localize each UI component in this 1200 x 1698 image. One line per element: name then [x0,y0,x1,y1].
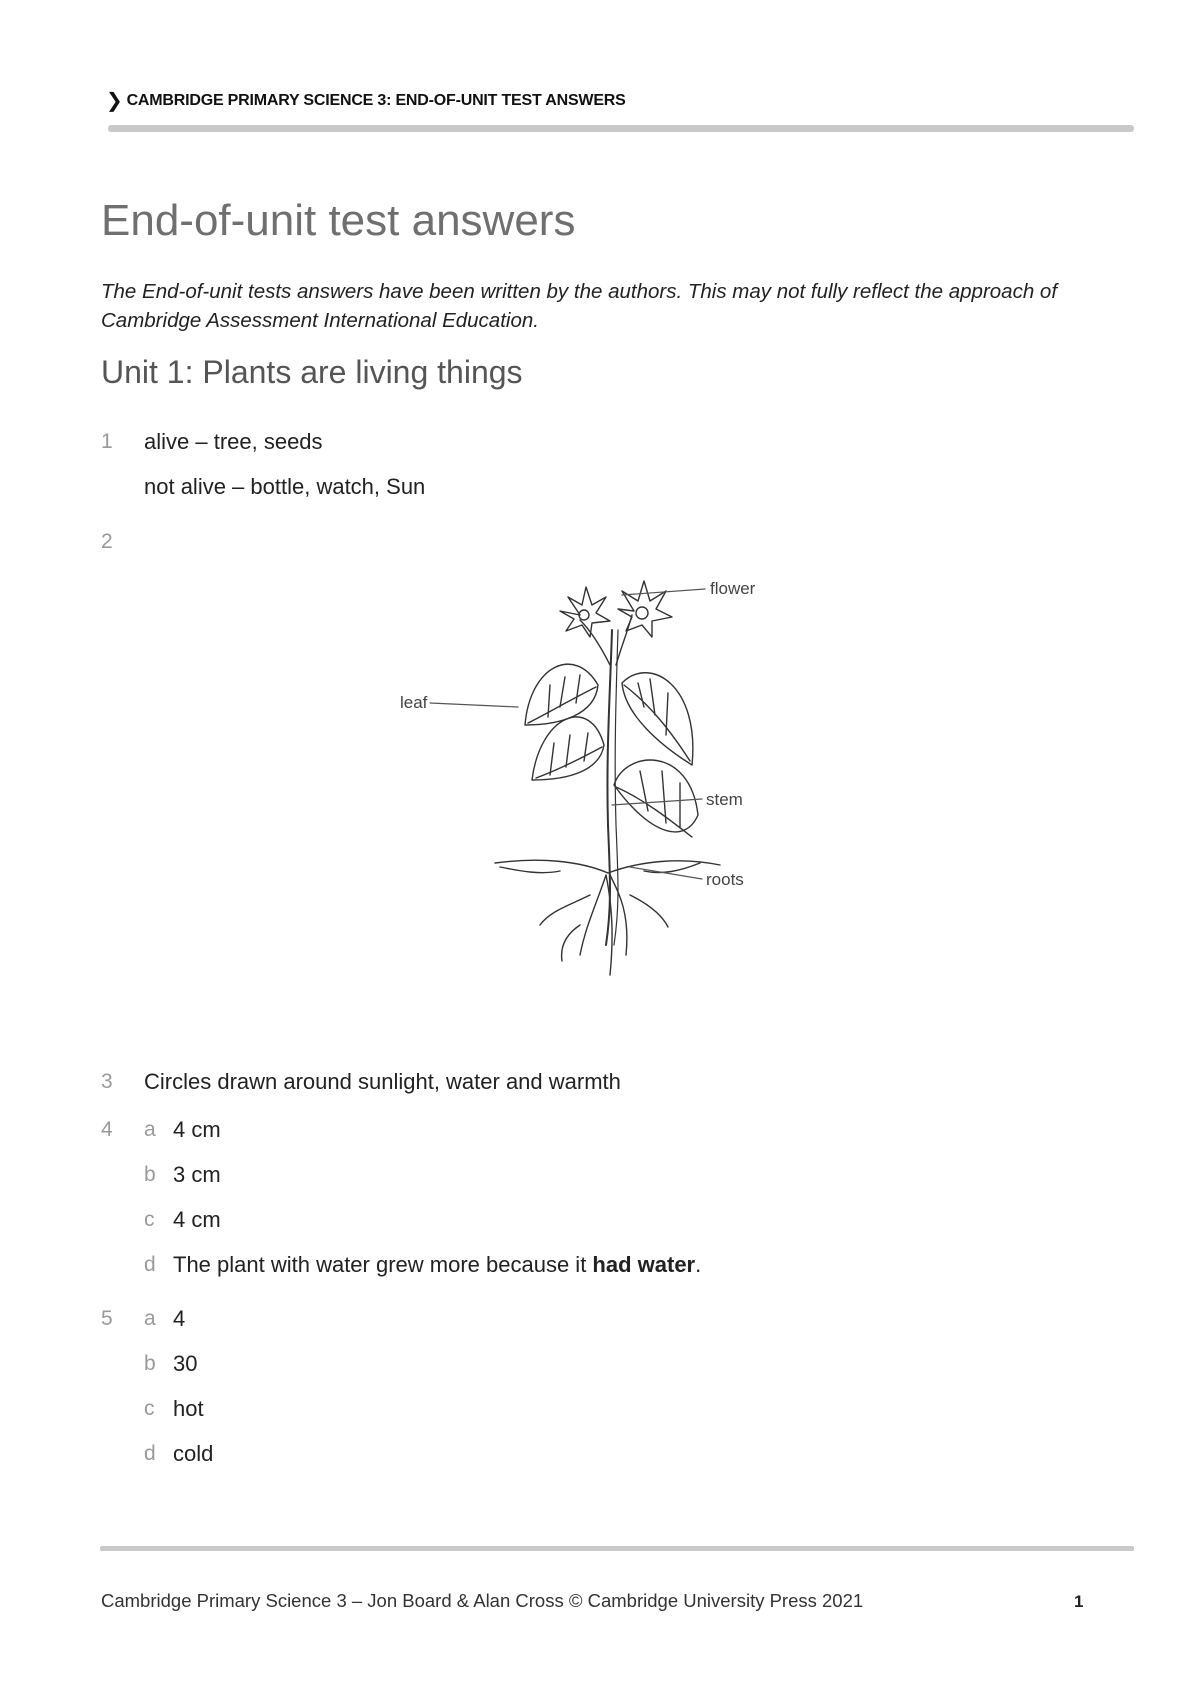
answer-text [173,1252,701,1278]
sub-question-letter: d [144,1253,156,1276]
sub-question-letter: d [144,1442,156,1465]
answer-text: hot [173,1396,204,1421]
footer-rule [100,1546,1134,1551]
answer-text: not alive – bottle, watch, Sun [144,474,426,499]
answer-text: Circles drawn around sunlight, water and warmth [144,1069,621,1094]
running-header-title: CAMBRIDGE PRIMARY SCIENCE 3: END-OF-UNIT TEST ANSWERS [126,91,626,109]
question-number: 5 [101,1307,113,1330]
question-number: 1 [101,430,113,453]
answer-text-end: . [695,1252,702,1277]
leaf-upper-right [622,673,693,765]
question-number: 3 [101,1070,113,1093]
answer-text: 3 cm [173,1162,221,1187]
page-title: End-of-unit test answers [101,196,576,245]
intro-note: The End-of-unit tests answers have been written by the authors. This may not fully reflect the approach of Cambridge Assessment International Education. [101,280,1058,332]
answer-text: 4 cm [173,1117,221,1142]
question-number: 2 [101,530,113,553]
sub-question-letter: b [144,1352,156,1375]
chevron-right-icon: ❯ [106,90,123,112]
answer-text: alive – tree, seeds [144,429,323,454]
running-header [106,88,626,113]
answer-text-plain: The plant with water grew more because it [173,1252,593,1277]
question-number: 4 [101,1118,113,1141]
leaf-lower-right [614,760,698,837]
label-flower: flower [710,579,756,598]
footer-credit: Cambridge Primary Science 3 – Jon Board & Alan Cross © Cambridge University Press 2021 [101,1590,864,1611]
plant-diagram [400,575,820,1035]
roots [495,860,720,975]
sub-question-letter: a [144,1118,156,1141]
label-stem: stem [706,790,743,809]
answer-text-bold: had water [592,1252,696,1277]
header-rule [108,125,1134,132]
flower-head-left [560,587,610,637]
sub-question-letter: c [144,1208,155,1231]
answer-text: 4 [173,1306,186,1331]
label-roots: roots [706,870,744,889]
answer-text: cold [173,1441,214,1466]
unit-heading: Unit 1: Plants are living things [101,354,523,390]
answer-text: 30 [173,1351,198,1376]
label-leaf: leaf [400,693,428,712]
flower-head-right [618,581,672,637]
page-number: 1 [1074,1592,1084,1611]
sub-question-letter: c [144,1397,155,1420]
leaf-upper-left [525,664,598,725]
sub-question-letter: a [144,1307,156,1330]
answer-text: 4 cm [173,1207,221,1232]
leaf-middle-left [532,717,604,780]
sub-question-letter: b [144,1163,156,1186]
